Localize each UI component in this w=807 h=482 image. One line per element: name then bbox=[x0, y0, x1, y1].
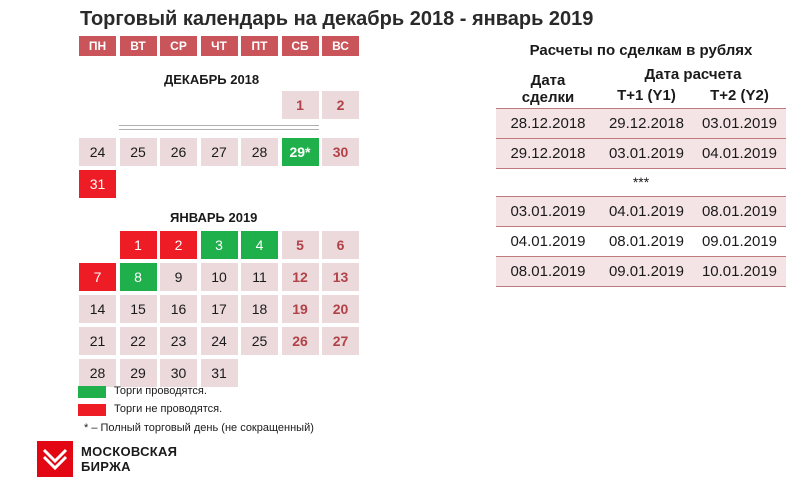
day-cell: 14 bbox=[79, 295, 116, 323]
deal-date: 29.12.2018 bbox=[496, 138, 600, 168]
month-title-december: ДЕКАБРЬ 2018 bbox=[164, 72, 260, 87]
day-cell: 25 bbox=[120, 138, 157, 166]
day-cell: 5 bbox=[282, 231, 319, 259]
day-cell: 11 bbox=[241, 263, 278, 291]
day-cell-closed: 1 bbox=[120, 231, 157, 259]
day-cell: 20 bbox=[322, 295, 359, 323]
day-cell: 10 bbox=[201, 263, 238, 291]
weekday-thu: ЧТ bbox=[201, 36, 238, 56]
day-cell: 30 bbox=[322, 138, 359, 166]
settlement-t2: 08.01.2019 bbox=[693, 196, 786, 226]
logo-line-1: МОСКОВСКАЯ bbox=[81, 444, 178, 459]
day-blank bbox=[120, 91, 157, 119]
weekday-tue: ВТ bbox=[120, 36, 157, 56]
week-gap-divider bbox=[119, 125, 319, 126]
december-first-week bbox=[79, 91, 359, 119]
week-gap-divider bbox=[119, 129, 319, 130]
settlement-t1: 09.01.2019 bbox=[600, 256, 693, 286]
day-cell: 13 bbox=[322, 263, 359, 291]
page-title: Торговый календарь на декабрь 2018 - январь 2019 bbox=[80, 8, 594, 30]
legend-label-no-trading: Торги не проводятся. bbox=[114, 403, 223, 415]
settlement-title: Расчеты по сделкам в рублях bbox=[529, 42, 753, 59]
day-cell: 19 bbox=[282, 295, 319, 323]
settlement-t1: 04.01.2019 bbox=[600, 196, 693, 226]
day-cell-full-trading: 29* bbox=[282, 138, 319, 166]
table-separator-row bbox=[496, 168, 786, 196]
deal-date: 03.01.2019 bbox=[496, 196, 600, 226]
legend-swatch-trading bbox=[78, 386, 106, 398]
deal-date: 28.12.2018 bbox=[496, 108, 600, 138]
day-cell: 26 bbox=[160, 138, 197, 166]
settlement-t1: 03.01.2019 bbox=[600, 138, 693, 168]
day-cell: 27 bbox=[322, 327, 359, 355]
day-cell: 2 bbox=[322, 91, 359, 119]
table-row bbox=[496, 196, 786, 226]
weekday-header bbox=[79, 36, 363, 56]
settlement-t1: 08.01.2019 bbox=[608, 232, 685, 250]
weekday-sun: ВС bbox=[322, 36, 359, 56]
day-cell: 31 bbox=[201, 359, 238, 387]
day-cell: 21 bbox=[79, 327, 116, 355]
day-cell: 1 bbox=[282, 91, 319, 119]
day-cell-trading: 8 bbox=[120, 263, 157, 291]
weekday-fri: ПТ bbox=[241, 36, 278, 56]
settlement-t2: 04.01.2019 bbox=[693, 138, 786, 168]
day-cell: 9 bbox=[160, 263, 197, 291]
day-cell: 22 bbox=[120, 327, 157, 355]
day-cell: 15 bbox=[120, 295, 157, 323]
legend-swatch-no-trading bbox=[78, 404, 106, 416]
weekday-mon: ПН bbox=[79, 36, 116, 56]
deal-date: 04.01.2019 bbox=[510, 232, 586, 250]
column-header-t1: T+1 (Y1) bbox=[600, 84, 693, 108]
day-blank bbox=[79, 231, 116, 259]
day-cell-closed: 31 bbox=[79, 170, 116, 198]
day-cell: 6 bbox=[322, 231, 359, 259]
column-header-settlement-date: Дата расчета bbox=[644, 65, 742, 83]
day-cell-closed: 2 bbox=[160, 231, 197, 259]
weekday-wed: СР bbox=[160, 36, 197, 56]
day-cell: 18 bbox=[241, 295, 278, 323]
table-row bbox=[496, 108, 786, 138]
table-row bbox=[496, 226, 786, 256]
december-last-weeks bbox=[79, 138, 359, 198]
day-cell-closed: 7 bbox=[79, 263, 116, 291]
column-header-t2: T+2 (Y2) bbox=[693, 84, 786, 108]
day-cell: 30 bbox=[160, 359, 197, 387]
deal-date: 08.01.2019 bbox=[496, 256, 600, 286]
table-row bbox=[496, 138, 786, 168]
day-cell: 28 bbox=[241, 138, 278, 166]
weekday-sat: СБ bbox=[282, 36, 319, 56]
january-grid bbox=[79, 231, 359, 387]
day-cell: 27 bbox=[201, 138, 238, 166]
separator-stars: *** bbox=[632, 174, 650, 190]
day-blank bbox=[160, 91, 197, 119]
day-cell: 16 bbox=[160, 295, 197, 323]
logo-line-2: БИРЖА bbox=[81, 459, 131, 474]
settlement-t1: 29.12.2018 bbox=[600, 108, 693, 138]
day-cell: 23 bbox=[160, 327, 197, 355]
moex-logo-icon bbox=[37, 441, 73, 477]
day-cell: 24 bbox=[79, 138, 116, 166]
day-blank bbox=[201, 91, 238, 119]
month-title-january: ЯНВАРЬ 2019 bbox=[170, 210, 258, 225]
moex-logo-text bbox=[81, 444, 177, 474]
column-header-deal-date: Дата сделки bbox=[496, 64, 600, 108]
footnote: * – Полный торговый день (не сокращенный) bbox=[84, 422, 314, 434]
day-cell-trading: 3 bbox=[201, 231, 238, 259]
day-cell: 29 bbox=[120, 359, 157, 387]
day-blank bbox=[79, 91, 116, 119]
day-cell: 25 bbox=[241, 327, 278, 355]
legend-label-trading: Торги проводятся. bbox=[114, 385, 207, 397]
settlement-t2: 09.01.2019 bbox=[701, 232, 778, 250]
settlement-table bbox=[496, 64, 786, 287]
day-cell: 12 bbox=[282, 263, 319, 291]
table-row bbox=[496, 256, 786, 286]
day-cell: 26 bbox=[282, 327, 319, 355]
day-cell: 17 bbox=[201, 295, 238, 323]
day-cell-trading: 4 bbox=[241, 231, 278, 259]
settlement-t2: 10.01.2019 bbox=[693, 256, 786, 286]
day-cell: 28 bbox=[79, 359, 116, 387]
settlement-t2: 03.01.2019 bbox=[693, 108, 786, 138]
day-cell: 24 bbox=[201, 327, 238, 355]
day-blank bbox=[241, 91, 278, 119]
